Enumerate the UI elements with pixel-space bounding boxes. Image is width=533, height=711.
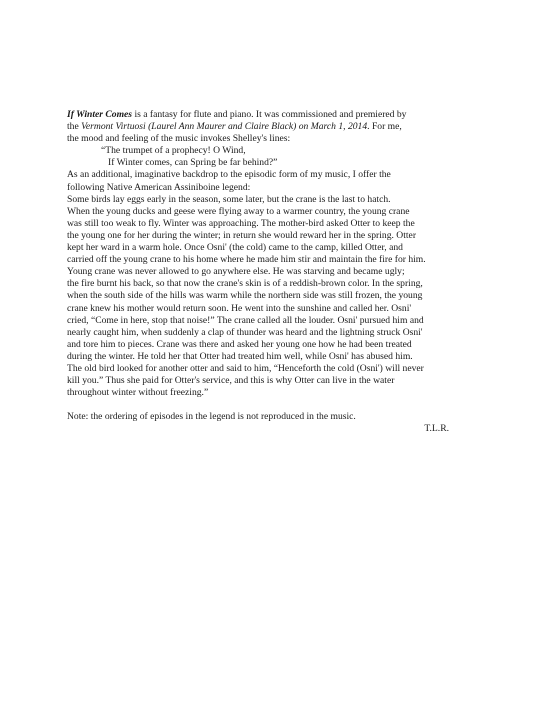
legend-line: and tore him to pieces. Crane was there and asked her young one how he had been treated xyxy=(67,338,412,350)
legend-line: cried, “Come in here, stop that noise!” The crane called all the louder. Osni' pursued him and xyxy=(67,314,424,326)
intro-line-3: the mood and feeling of the music invokes Shelley's lines: xyxy=(67,133,291,145)
shelley-quote-line-1: “The trumpet of a prophecy! O Wind, xyxy=(101,145,246,157)
legend-line: Young crane was never allowed to go anywhere else. He was starving and became ugly; xyxy=(67,266,405,278)
preface-line: As an additional, imaginative backdrop to the episodic form of my music, I offer the xyxy=(67,169,391,181)
legend-line: when the south side of the hills was warm while the northern side was still frozen, the young xyxy=(67,290,423,302)
intro-line-2-prefix: the xyxy=(67,121,82,133)
intro-line-1-rest: is a fantasy for flute and piano. It was commissioned and premiered by xyxy=(132,109,407,120)
legend-line: carried off the young crane to his home where he made him stir and maintain the fire for him. xyxy=(67,254,426,266)
ordering-note: Note: the ordering of episodes in the legend is not reproduced in the music. xyxy=(67,411,356,423)
assiniboine-legend xyxy=(67,194,467,400)
work-title: If Winter Comes xyxy=(67,109,133,120)
legend-line: the fire burnt his back, so that now the crane's skin is of a reddish-brown color. In the spring, xyxy=(67,278,423,290)
legend-line: kept her ward in a warm hole. Once Osni' (the cold) came to the camp, killed Otter, and xyxy=(67,242,403,254)
paragraph-gap xyxy=(67,399,467,411)
shelley-quote-line-2: If Winter comes, can Spring be far behind?” xyxy=(108,157,278,169)
legend-line: during the winter. He told her that Otter had treated him well, while Osni' has abused him. xyxy=(67,350,413,362)
premiere-info: Vermont Virtuosi (Laurel Ann Maurer and Claire Black) on March 1, 2014 xyxy=(81,121,368,133)
program-note xyxy=(67,109,467,435)
legend-line: was still too weak to fly. Winter was approaching. The mother-bird asked Otter to keep the xyxy=(67,217,415,229)
legend-line: kill you.” Thus she paid for Otter's service, and this is why Otter can live in the water xyxy=(67,375,395,387)
legend-line: crane knew his mother would return soon. He went into the sunshine and called her. Osni' xyxy=(67,302,412,314)
legend-line: Some birds lay eggs early in the season, some later, but the crane is the last to hatch. xyxy=(67,193,391,205)
intro-line-2-suffix: . For me, xyxy=(367,121,402,133)
legend-line: the young one for her during the winter; in return she would reward her in the spring. Otter xyxy=(67,229,417,241)
legend-line: throughout winter without freezing.” xyxy=(67,387,209,399)
preface-line: following Native American Assiniboine legend: xyxy=(67,181,251,193)
author-initials: T.L.R. xyxy=(424,423,449,435)
legend-line: The old bird looked for another otter and said to him, “Henceforth the cold (Osni') will never xyxy=(67,362,424,374)
legend-line: When the young ducks and geese were flying away to a warmer country, the young crane xyxy=(67,205,410,217)
legend-line: nearly caught him, when suddenly a clap of thunder was heard and the lightning struck Osni' xyxy=(67,326,423,338)
intro-line-2 xyxy=(67,121,467,133)
intro-line-1 xyxy=(67,109,467,121)
